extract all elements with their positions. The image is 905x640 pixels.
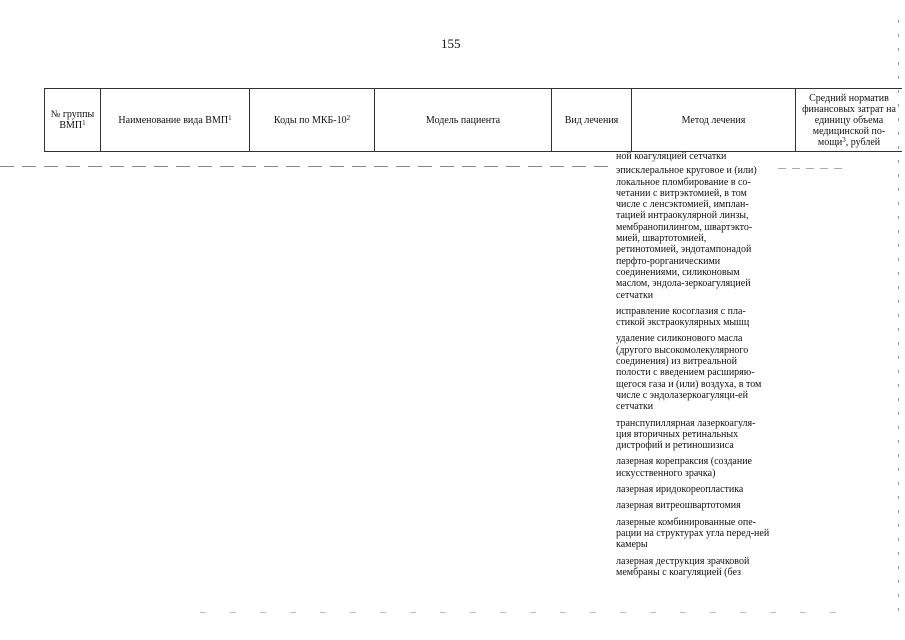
scan-artifact-line — [0, 166, 610, 167]
header-group-number-text: № группы ВМП — [50, 109, 95, 131]
header-treatment-type-text: Вид лечения — [564, 114, 619, 126]
scan-artifact-edge — [898, 20, 899, 620]
footnote-mark: 1 — [82, 119, 86, 127]
method-item: ной коагуляцией сетчатки — [616, 151, 727, 162]
scan-artifact-line — [778, 168, 848, 169]
header-average-cost-text: Средний норматив финансовых затрат на единицу объема медицинской по-мощи — [802, 92, 896, 148]
header-vmp-name — [101, 89, 250, 152]
method-item: удаление силиконового масла (другого высокомолекулярного соединения) из витреальной полости с введением расширяю-щегося газа и (или) воздуха, в том числе с эндолазеркоагуляци-ей сетчатки — [616, 333, 762, 413]
footnote-mark: 1 — [228, 113, 232, 122]
header-treatment-method-text: Метод лечения — [681, 114, 746, 126]
header-average-cost-unit: , рублей — [845, 136, 881, 148]
header-group-number — [45, 89, 101, 152]
table-header — [44, 88, 902, 152]
method-item: лазерная корепраксия (создание искусственного зрачка) — [616, 456, 752, 479]
scan-artifact-line — [200, 612, 840, 613]
header-mkb-codes-text: Коды по МКБ-10 — [273, 114, 347, 126]
method-item: лазерная деструкция зрачковой мембраны с коагуляцией (без — [616, 555, 750, 578]
header-average-cost — [796, 89, 903, 152]
footnote-mark: 3 — [842, 135, 846, 144]
header-vmp-name-text: Наименование вида ВМП — [118, 114, 229, 126]
method-item: лазерная витреошвартотомия — [616, 500, 741, 512]
page-number: 155 — [441, 36, 461, 51]
header-patient-model — [375, 89, 552, 152]
method-item: эписклеральное круговое и (или) локальное пломбирование в со-четании с витрэктомией, в том числе с ленсэктомией, имплан-тацией интраокулярной линзы, мембранопилингом, швартэкто-мией, швартотомией, ретинотомией, эндотампонадой перфто-рорганическими соединениями, силиконовым маслом, эндола-зеркоагуляцией сетчатки — [616, 165, 757, 301]
header-treatment-type — [552, 89, 632, 152]
header-treatment-method — [632, 89, 796, 152]
method-item: исправление косоглазия с пла-стикой экстраокулярных мышц — [616, 305, 750, 329]
method-item: лазерные комбинированные опе-рации на структурах угла перед-ней камеры — [616, 516, 770, 551]
header-mkb-codes — [250, 89, 375, 152]
header-patient-model-text: Модель пациента — [425, 114, 501, 126]
header-row — [45, 89, 903, 152]
method-item: лазерная иридокореопластика — [616, 484, 744, 496]
footnote-mark: 2 — [346, 113, 351, 122]
treatment-method-list — [614, 151, 772, 583]
method-item: транспупиллярная лазеркоагуля-ция вторичных ретинальных дистрофий и ретиношизиса — [616, 417, 756, 452]
